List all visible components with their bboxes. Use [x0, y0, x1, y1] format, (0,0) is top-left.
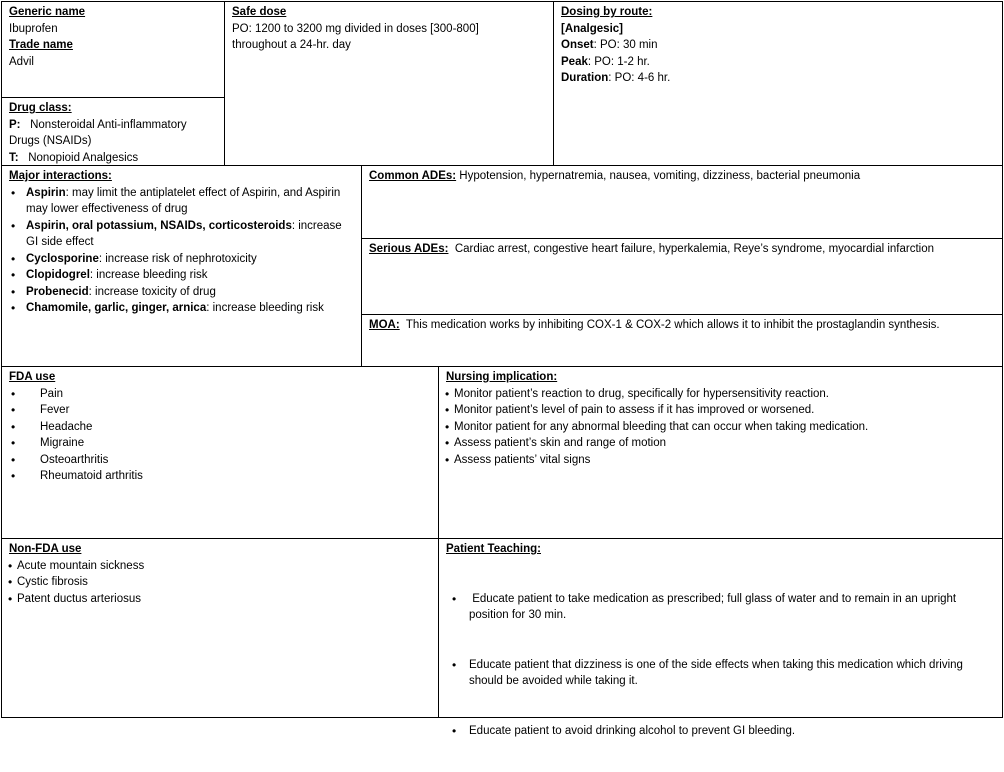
nursing-item: • Monitor patient for any abnormal bleeding that can occur when taking medication. — [443, 419, 995, 436]
interaction-item — [9, 284, 344, 301]
common-ades-text: Hypotension, hypernatremia, nausea, vomiting, dizziness, bacterial pneumonia — [456, 170, 860, 182]
teaching-list — [446, 558, 995, 772]
drug-class-p-value: Nonsteroidal Anti-inflammatory Drugs (NSAIDs) — [9, 119, 187, 148]
non-fda-item: • Cystic fibrosis — [6, 574, 431, 591]
common-ades-cell — [361, 165, 1003, 239]
drug-class-t-value: Nonopioid Analgesics — [28, 152, 138, 164]
interaction-effect: : increase bleeding risk — [206, 302, 324, 314]
interaction-item — [9, 267, 344, 284]
nursing-item: • Assess patient’s skin and range of motion — [443, 435, 995, 452]
nursing-item: • Monitor patient’s reaction to drug, specifically for hypersensitivity reaction. — [443, 386, 995, 403]
drug-class-label: Drug class: — [9, 100, 217, 117]
trade-name-label: Trade name — [9, 37, 217, 54]
interaction-effect: : increase bleeding risk — [90, 269, 208, 281]
onset-value: : PO: 30 min — [594, 39, 658, 51]
interaction-drug: Probenecid — [26, 286, 89, 298]
fda-use-item: • Headache — [9, 419, 431, 436]
teaching-item: • Educate patient to take medication as prescribed; full glass of water and to remain in an upright position for 30 min. — [446, 591, 989, 624]
drug-class-t — [9, 150, 217, 167]
drug-class-p — [9, 117, 217, 150]
fda-use-item: • Migraine — [9, 435, 431, 452]
duration-label: Duration — [561, 72, 608, 84]
serious-ades-line — [369, 241, 995, 258]
trade-name-value: Advil — [9, 54, 217, 71]
interactions-list — [9, 185, 354, 317]
fda-use-cell — [1, 366, 439, 539]
safe-dose-label: Safe dose — [232, 4, 546, 21]
interaction-drug: Aspirin, oral potassium, NSAIDs, corticosteroids — [26, 220, 292, 232]
fda-use-label: FDA use — [9, 369, 431, 386]
dosing-cell — [553, 1, 1003, 166]
common-ades-label: Common ADEs: — [369, 170, 456, 182]
fda-use-item: • Rheumatoid arthritis — [9, 468, 431, 485]
nursing-item: • Monitor patient’s level of pain to assess if it has improved or worsened. — [443, 402, 995, 419]
nursing-list — [443, 386, 995, 469]
fda-use-item: • Osteoarthritis — [9, 452, 431, 469]
interaction-effect: : increase risk of nephrotoxicity — [99, 253, 257, 265]
serious-ades-cell — [361, 238, 1003, 315]
interaction-drug: Aspirin — [26, 187, 66, 199]
interaction-item — [9, 218, 344, 251]
interaction-effect: : increase GI side effect — [26, 220, 342, 249]
moa-text: This medication works by inhibiting COX-1 & COX-2 which allows it to inhibit the prostaglandin synthesis. — [400, 319, 940, 331]
safe-dose-text: PO: 1200 to 3200 mg divided in doses [300-800] throughout a 24-hr. day — [232, 21, 546, 54]
duration-value: : PO: 4-6 hr. — [608, 72, 670, 84]
teaching-cell — [438, 538, 1003, 718]
common-ades-line — [369, 168, 995, 185]
non-fda-label: Non-FDA use — [9, 541, 431, 558]
fda-use-list — [9, 386, 431, 485]
drug-class-p-prefix: P: — [9, 119, 21, 131]
safe-dose-cell — [224, 1, 554, 166]
peak-label: Peak — [561, 56, 588, 68]
fda-use-item: • Fever — [9, 402, 431, 419]
non-fda-item: • Patent ductus arteriosus — [6, 591, 431, 608]
nursing-item: • Assess patients’ vital signs — [443, 452, 995, 469]
fda-use-item: • Pain — [9, 386, 431, 403]
peak-value: : PO: 1-2 hr. — [588, 56, 650, 68]
dosing-onset — [561, 37, 995, 54]
interactions-label: Major interactions: — [9, 168, 354, 185]
generic-trade-cell — [1, 1, 225, 98]
moa-cell — [361, 314, 1003, 367]
drug-class-t-prefix: T: — [9, 152, 19, 164]
interaction-item — [9, 251, 344, 268]
drug-class-cell — [1, 97, 225, 166]
non-fda-list — [6, 558, 431, 608]
teaching-item: • Educate patient that dizziness is one of the side effects when taking this medication which driving should be avoided while taking it. — [446, 657, 989, 690]
generic-name-value: Ibuprofen — [9, 21, 217, 38]
teaching-label: Patient Teaching: — [446, 541, 995, 558]
non-fda-item: • Acute mountain sickness — [6, 558, 431, 575]
dosing-duration — [561, 70, 995, 87]
non-fda-cell — [1, 538, 439, 718]
moa-line — [369, 317, 995, 334]
serious-ades-label: Serious ADEs: — [369, 243, 448, 255]
interaction-drug: Chamomile, garlic, ginger, arnica — [26, 302, 206, 314]
serious-ades-text: Cardiac arrest, congestive heart failure, hyperkalemia, Reye’s syndrome, myocardial infarction — [448, 243, 934, 255]
interaction-drug: Cyclosporine — [26, 253, 99, 265]
interactions-cell — [1, 165, 362, 367]
interaction-drug: Clopidogrel — [26, 269, 90, 281]
onset-label: Onset — [561, 39, 594, 51]
interaction-effect: : increase toxicity of drug — [89, 286, 216, 298]
dosing-category: [Analgesic] — [561, 21, 995, 38]
interaction-item — [9, 300, 344, 317]
nursing-label: Nursing implication: — [446, 369, 995, 386]
interaction-effect: : may limit the antiplatelet effect of Aspirin, and Aspirin may lower effectiveness of drug — [26, 187, 340, 216]
moa-label: MOA: — [369, 319, 400, 331]
dosing-label: Dosing by route: — [561, 4, 995, 21]
dosing-peak — [561, 54, 995, 71]
teaching-item: • Educate patient to avoid drinking alcohol to prevent GI bleeding. — [446, 723, 989, 740]
nursing-cell — [438, 366, 1003, 539]
interaction-item — [9, 185, 344, 218]
generic-name-label: Generic name — [9, 4, 217, 21]
